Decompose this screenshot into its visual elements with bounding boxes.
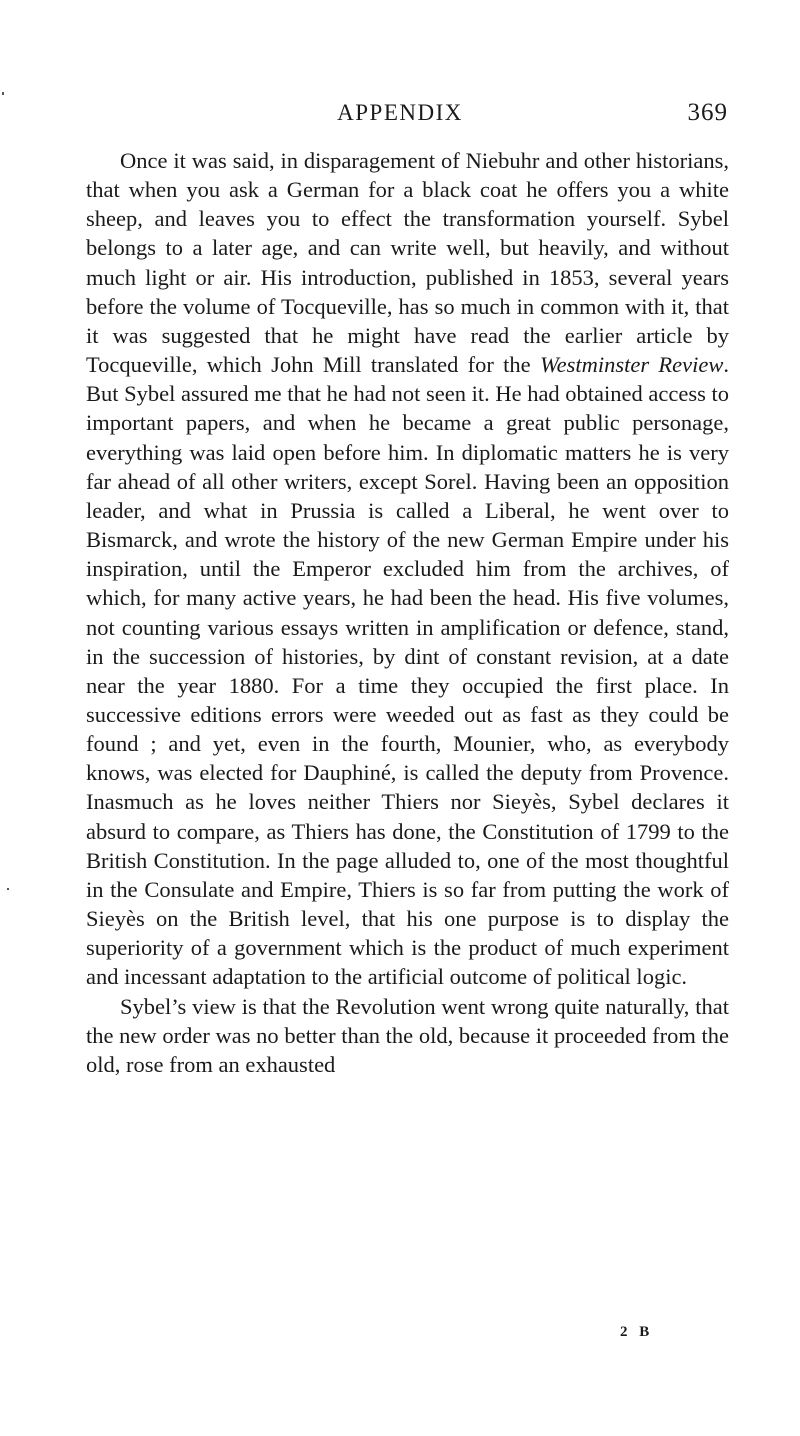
paragraph: Sybel’s view is that the Revolution went wrong quite naturally, that the new order was no better than the old, because it proceeded from the old, rose from an exhausted [86, 993, 729, 1077]
signature-mark: 2 B [620, 1324, 654, 1340]
paragraph: Once it was said, in disparagement of Niebuhr and other historians, that when you ask a German for a black coat he offers you a white sheep, and leaves you to effect the transformation yourself. Sybel belongs to a later age, and can write well, but heavily, and without much light or air. His introduction, published in 1853, several years before the volume of Tocqueville, has so much in common with it, that it was suggested that he might have read the earlier article by Tocqueville, which John Mill translated for the Westminster Review. But Sybel assured me that he had not seen it. He had obtained access to important papers, and when he became a great public personage, everything was laid open before him. In diplomatic matters he is very far ahead of all other writers, except Sorel. Having been an opposition leader, and what in Prussia is called a Liberal, he went over to Bismarck, and wrote the history of the new German Empire under his inspiration, until the Emperor excluded him from the archives, of which, for many active years, he had been the head. His five volumes, not counting various essays written in amplification or defence, stand, in the succession of histories, by dint of constant revision, at a date near the year 1880. For a time they occupied the first place. In successive editions errors were weeded out as fast as they could be found ; and yet, even in the fourth, Mounier, who, as everybody knows, was elected for Dauphiné, is called the deputy from Provence. Inasmuch as he loves neither Thiers nor Sieyès, Sybel declares it absurd to compare, as Thiers has done, the Constitution of 1799 to the British Constitution. In the page alluded to, one of the most thoughtful in the Consulate and Empire, Thiers is so far from putting the work of Sieyès on the British level, that his one purpose is to display the superiority of a government which is the product of much experiment and incessant adaptation to the artificial outcome of political logic. [86, 148, 729, 990]
body-text [86, 146, 729, 1079]
chapter-title: APPENDIX [337, 100, 463, 125]
paper-speck [2, 92, 4, 95]
page-number: 369 [687, 99, 728, 126]
periodical-title: Westminster Review [539, 352, 724, 378]
running-head [0, 96, 800, 130]
paper-speck [7, 888, 9, 890]
